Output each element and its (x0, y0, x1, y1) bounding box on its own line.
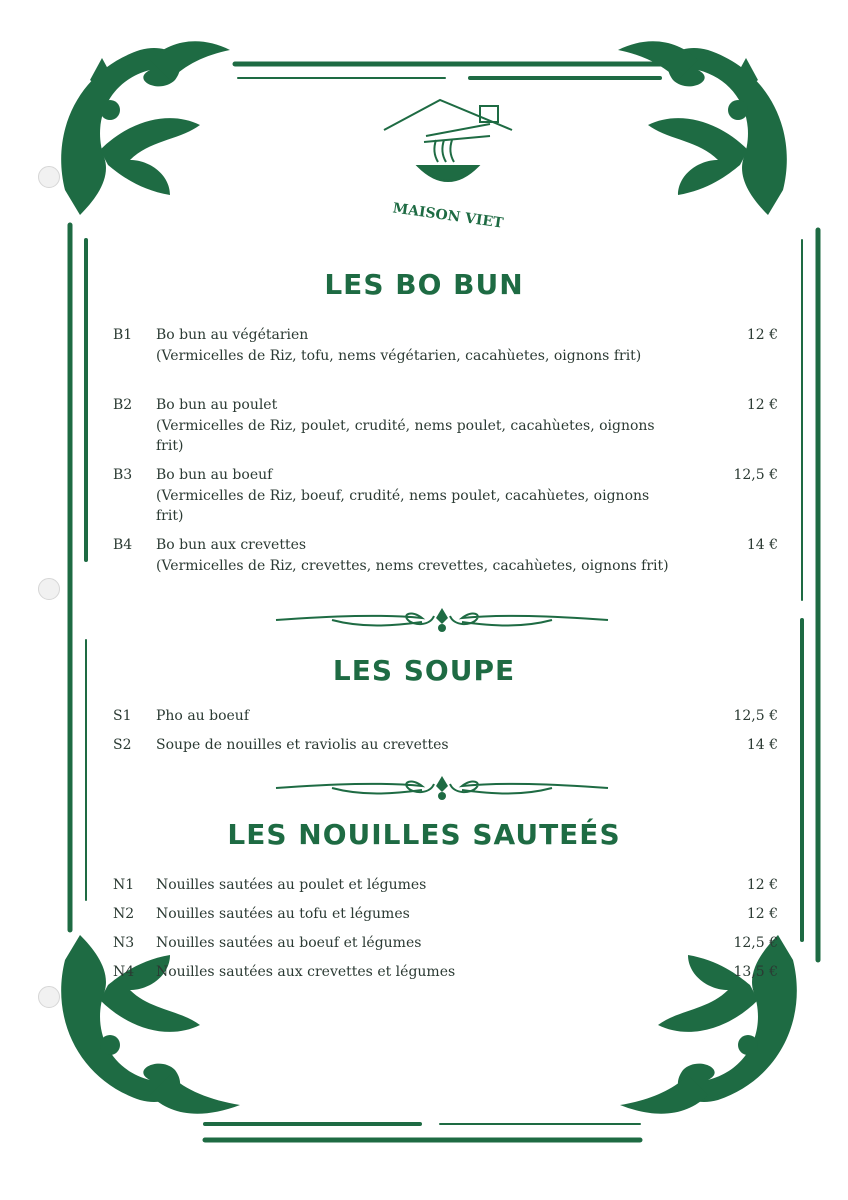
item-price: 12 € (746, 327, 778, 343)
item-price: 12,5 € (733, 708, 778, 724)
item-title: Bo bun au végétarien (156, 327, 309, 343)
section-title-soupe: LES SOUPE (332, 654, 516, 687)
item-description: (Vermicelles de Riz, boeuf, crudité, nems poulet, cacahùetes, oignons frit) (156, 487, 650, 524)
item-code: N4 (113, 964, 135, 980)
item-price: 13,5 € (733, 964, 778, 980)
item-price: 14 € (746, 537, 778, 553)
section-title-bo-bun: LES BO BUN (324, 268, 524, 301)
item-price: 12 € (746, 397, 778, 413)
section-divider (272, 606, 612, 634)
item-code: B4 (113, 537, 133, 553)
logo-wordmark: MAISON VIET (391, 200, 505, 232)
item-name (156, 535, 676, 576)
item-code: S2 (113, 737, 132, 753)
item-code: S1 (113, 708, 132, 724)
item-description: (Vermicelles de Riz, crevettes, nems crevettes, cacahùetes, oignons frit) (156, 557, 669, 574)
binder-hole (38, 166, 60, 188)
item-title: Nouilles sautées au tofu et légumes (156, 906, 410, 922)
item-code: B3 (113, 467, 133, 483)
item-description: (Vermicelles de Riz, tofu, nems végétarien, cacahùetes, oignons frit) (156, 347, 642, 364)
section-title-nouilles-sautees: LES NOUILLES SAUTEÉS (227, 818, 621, 851)
item-title: Bo bun aux crevettes (156, 537, 307, 553)
maison-viet-logo (378, 96, 518, 236)
section-divider (272, 774, 612, 802)
item-title: Bo bun au boeuf (156, 467, 273, 483)
item-name (156, 465, 676, 527)
binder-hole (38, 578, 60, 600)
item-price: 12 € (746, 877, 778, 893)
item-code: B2 (113, 397, 133, 413)
item-title: Bo bun au poulet (156, 397, 278, 413)
item-price: 12,5 € (733, 935, 778, 951)
item-title: Pho au boeuf (156, 708, 250, 724)
item-title: Nouilles sautées au poulet et légumes (156, 877, 427, 893)
item-code: N3 (113, 935, 135, 951)
item-description: (Vermicelles de Riz, poulet, crudité, nems poulet, cacahùetes, oignons frit) (156, 417, 655, 454)
item-price: 14 € (746, 737, 778, 753)
item-code: B1 (113, 327, 133, 343)
item-price: 12,5 € (733, 467, 778, 483)
item-title: Nouilles sautées aux crevettes et légumes (156, 964, 456, 980)
item-name (156, 325, 676, 366)
item-name (156, 395, 676, 457)
item-price: 12 € (746, 906, 778, 922)
binder-hole (38, 986, 60, 1008)
item-title: Nouilles sautées au boeuf et légumes (156, 935, 422, 951)
item-code: N1 (113, 877, 135, 893)
item-code: N2 (113, 906, 135, 922)
item-title: Soupe de nouilles et raviolis au crevettes (156, 737, 449, 753)
